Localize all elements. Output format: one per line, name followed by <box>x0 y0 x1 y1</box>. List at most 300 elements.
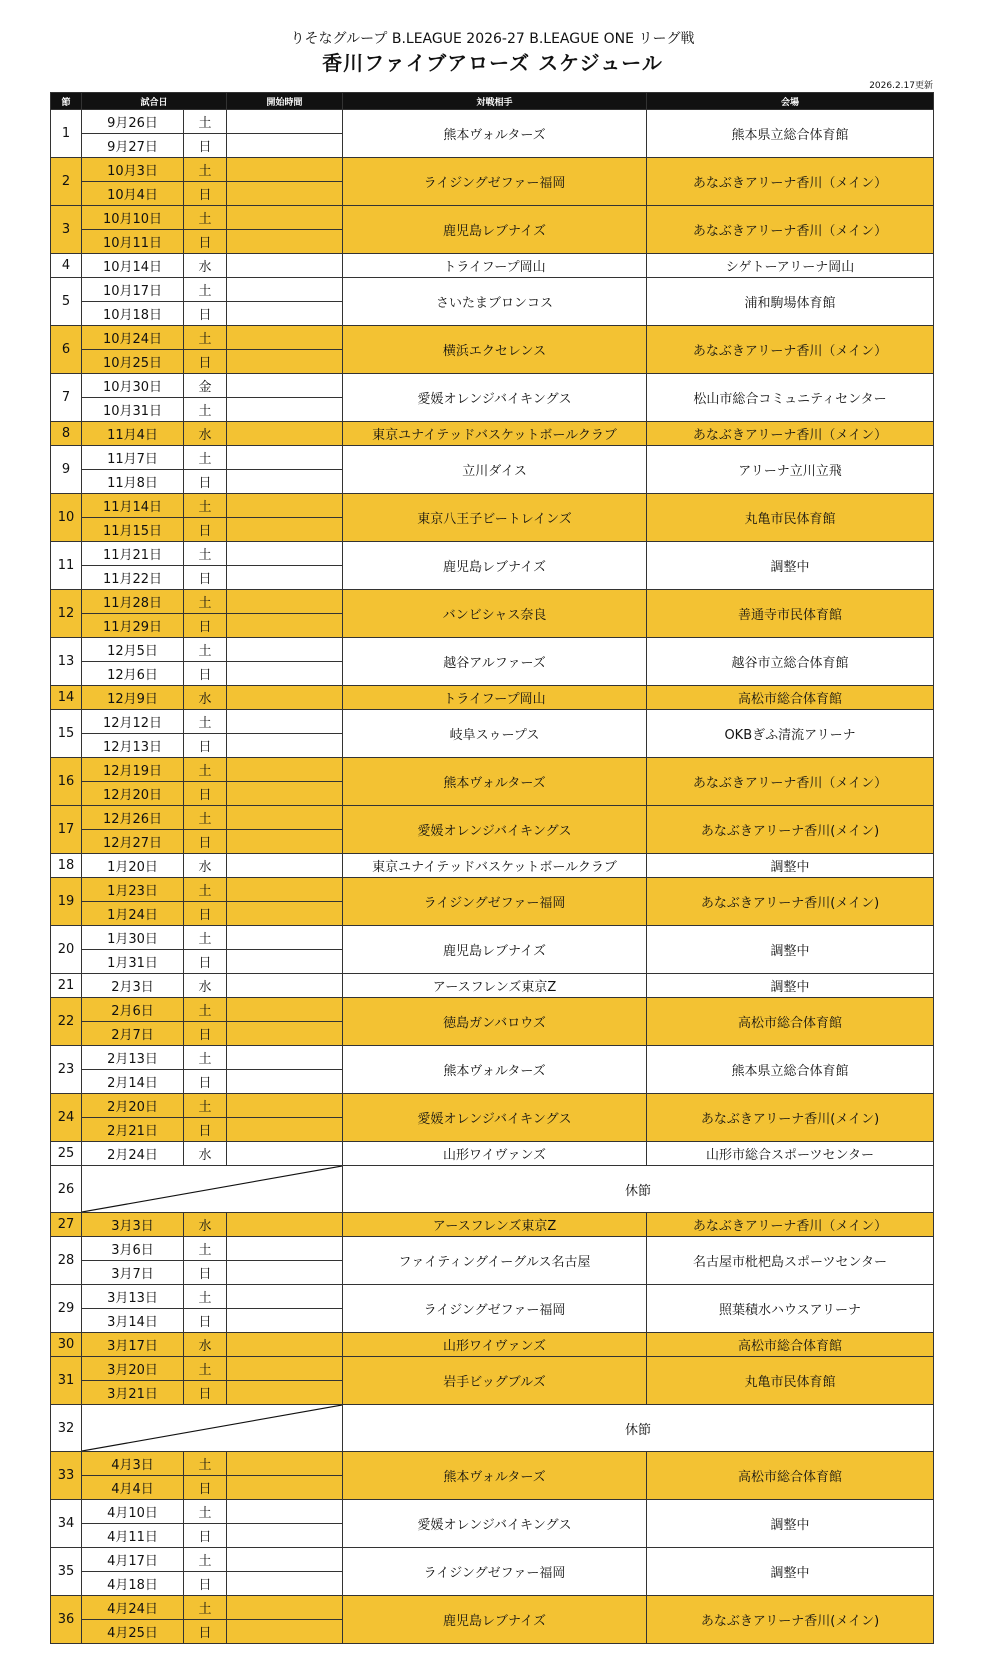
opponent-name: ライジングゼファー福岡 <box>343 878 647 926</box>
game-start-time <box>227 974 343 998</box>
game-weekday: 土 <box>184 710 227 734</box>
opponent-name: 立川ダイス <box>343 446 647 494</box>
round-number: 4 <box>51 254 82 278</box>
round-number: 34 <box>51 1500 82 1548</box>
game-date: 10月18日 <box>82 302 184 326</box>
game-start-time <box>227 1022 343 1046</box>
round-number: 22 <box>51 998 82 1046</box>
game-start-time <box>227 638 343 662</box>
opponent-name: 愛媛オレンジバイキングス <box>343 1500 647 1548</box>
venue-name: あなぶきアリーナ香川（メイン） <box>647 158 934 206</box>
game-weekday: 土 <box>184 1357 227 1381</box>
round-number: 14 <box>51 686 82 710</box>
round-number: 33 <box>51 1452 82 1500</box>
header-time: 開始時間 <box>227 93 343 110</box>
game-weekday: 土 <box>184 326 227 350</box>
schedule-table <box>50 92 934 1644</box>
game-start-time <box>227 542 343 566</box>
game-weekday: 日 <box>184 1309 227 1333</box>
round-number: 8 <box>51 422 82 446</box>
game-date: 4月25日 <box>82 1620 184 1644</box>
table-row <box>51 1357 934 1381</box>
game-weekday: 水 <box>184 974 227 998</box>
game-weekday: 日 <box>184 350 227 374</box>
game-weekday: 水 <box>184 1333 227 1357</box>
venue-name: あなぶきアリーナ香川（メイン） <box>647 422 934 446</box>
venue-name: 丸亀市民体育館 <box>647 494 934 542</box>
game-date: 1月20日 <box>82 854 184 878</box>
game-date: 12月20日 <box>82 782 184 806</box>
venue-name: あなぶきアリーナ香川(メイン) <box>647 878 934 926</box>
opponent-name: トライフープ岡山 <box>343 254 647 278</box>
game-start-time <box>227 350 343 374</box>
table-row <box>51 206 934 230</box>
bye-row <box>51 1405 934 1452</box>
game-start-time <box>227 134 343 158</box>
game-weekday: 水 <box>184 854 227 878</box>
game-date: 3月14日 <box>82 1309 184 1333</box>
venue-name: 浦和駒場体育館 <box>647 278 934 326</box>
venue-name: あなぶきアリーナ香川（メイン） <box>647 1213 934 1237</box>
venue-name: あなぶきアリーナ香川（メイン） <box>647 326 934 374</box>
game-start-time <box>227 878 343 902</box>
game-date: 4月17日 <box>82 1548 184 1572</box>
opponent-name: 東京ユナイテッドバスケットボールクラブ <box>343 422 647 446</box>
game-date: 3月6日 <box>82 1237 184 1261</box>
venue-name: OKBぎふ清流アリーナ <box>647 710 934 758</box>
venue-name: 高松市総合体育館 <box>647 1333 934 1357</box>
game-weekday: 土 <box>184 158 227 182</box>
game-start-time <box>227 494 343 518</box>
game-start-time <box>227 758 343 782</box>
table-row <box>51 926 934 950</box>
table-row <box>51 1094 934 1118</box>
opponent-name: トライフープ岡山 <box>343 686 647 710</box>
venue-name: 熊本県立総合体育館 <box>647 110 934 158</box>
table-row <box>51 1452 934 1476</box>
game-date: 4月11日 <box>82 1524 184 1548</box>
game-weekday: 水 <box>184 1213 227 1237</box>
game-start-time <box>227 182 343 206</box>
opponent-name: ファイティングイーグルス名古屋 <box>343 1237 647 1285</box>
venue-name: 高松市総合体育館 <box>647 1452 934 1500</box>
game-start-time <box>227 326 343 350</box>
round-number: 21 <box>51 974 82 998</box>
opponent-name: 東京ユナイテッドバスケットボールクラブ <box>343 854 647 878</box>
game-weekday: 日 <box>184 1620 227 1644</box>
opponent-name: 山形ワイヴァンズ <box>343 1333 647 1357</box>
round-number: 10 <box>51 494 82 542</box>
venue-name: アリーナ立川立飛 <box>647 446 934 494</box>
game-date: 12月6日 <box>82 662 184 686</box>
game-weekday: 水 <box>184 422 227 446</box>
game-start-time <box>227 518 343 542</box>
game-date: 2月24日 <box>82 1142 184 1166</box>
round-number: 28 <box>51 1237 82 1285</box>
game-start-time <box>227 734 343 758</box>
table-row <box>51 1548 934 1572</box>
game-date: 10月14日 <box>82 254 184 278</box>
game-date: 10月4日 <box>82 182 184 206</box>
venue-name: あなぶきアリーナ香川（メイン） <box>647 206 934 254</box>
game-date: 12月9日 <box>82 686 184 710</box>
game-start-time <box>227 1309 343 1333</box>
opponent-name: 鹿児島レブナイズ <box>343 206 647 254</box>
game-date: 10月31日 <box>82 398 184 422</box>
game-start-time <box>227 110 343 134</box>
game-start-time <box>227 278 343 302</box>
header-venue: 会場 <box>647 93 934 110</box>
round-number: 25 <box>51 1142 82 1166</box>
opponent-name: 鹿児島レブナイズ <box>343 542 647 590</box>
game-start-time <box>227 998 343 1022</box>
schedule-body <box>51 110 934 1644</box>
game-start-time <box>227 1237 343 1261</box>
game-start-time <box>227 782 343 806</box>
bye-slash <box>82 1405 343 1452</box>
table-row <box>51 326 934 350</box>
game-weekday: 土 <box>184 398 227 422</box>
game-weekday: 土 <box>184 998 227 1022</box>
game-weekday: 日 <box>184 1118 227 1142</box>
venue-name: 調整中 <box>647 542 934 590</box>
game-start-time <box>227 1142 343 1166</box>
game-date: 3月3日 <box>82 1213 184 1237</box>
opponent-name: ライジングゼファー福岡 <box>343 158 647 206</box>
game-start-time <box>227 686 343 710</box>
venue-name: あなぶきアリーナ香川(メイン) <box>647 806 934 854</box>
table-row <box>51 1500 934 1524</box>
game-date: 10月30日 <box>82 374 184 398</box>
diagonal-line <box>82 1166 342 1212</box>
game-weekday: 土 <box>184 542 227 566</box>
game-date: 10月3日 <box>82 158 184 182</box>
game-start-time <box>227 1500 343 1524</box>
table-row <box>51 686 934 710</box>
header-date: 試合日 <box>82 93 227 110</box>
game-date: 3月7日 <box>82 1261 184 1285</box>
page-title: 香川ファイブアローズ スケジュール <box>322 51 663 75</box>
game-weekday: 水 <box>184 1142 227 1166</box>
game-weekday: 日 <box>184 1524 227 1548</box>
game-date: 11月22日 <box>82 566 184 590</box>
round-number: 19 <box>51 878 82 926</box>
game-weekday: 日 <box>184 1070 227 1094</box>
venue-name: あなぶきアリーナ香川(メイン) <box>647 1596 934 1644</box>
game-date: 11月14日 <box>82 494 184 518</box>
game-start-time <box>227 254 343 278</box>
game-weekday: 日 <box>184 614 227 638</box>
game-start-time <box>227 158 343 182</box>
game-weekday: 日 <box>184 902 227 926</box>
game-weekday: 日 <box>184 566 227 590</box>
round-number: 30 <box>51 1333 82 1357</box>
game-weekday: 日 <box>184 950 227 974</box>
round-number: 31 <box>51 1357 82 1405</box>
game-weekday: 土 <box>184 1500 227 1524</box>
table-row <box>51 1142 934 1166</box>
table-row <box>51 278 934 302</box>
round-number: 23 <box>51 1046 82 1094</box>
opponent-name: ライジングゼファー福岡 <box>343 1548 647 1596</box>
game-date: 11月4日 <box>82 422 184 446</box>
venue-name: 善通寺市民体育館 <box>647 590 934 638</box>
game-weekday: 土 <box>184 494 227 518</box>
game-start-time <box>227 806 343 830</box>
opponent-name: 岩手ビッグブルズ <box>343 1357 647 1405</box>
game-date: 12月5日 <box>82 638 184 662</box>
opponent-name: さいたまブロンコス <box>343 278 647 326</box>
opponent-name: 熊本ヴォルターズ <box>343 110 647 158</box>
game-weekday: 土 <box>184 878 227 902</box>
opponent-name: 横浜エクセレンス <box>343 326 647 374</box>
game-date: 4月18日 <box>82 1572 184 1596</box>
game-weekday: 土 <box>184 1452 227 1476</box>
game-start-time <box>227 1333 343 1357</box>
venue-name: 高松市総合体育館 <box>647 686 934 710</box>
game-date: 3月13日 <box>82 1285 184 1309</box>
venue-name: 調整中 <box>647 974 934 998</box>
round-number: 27 <box>51 1213 82 1237</box>
game-weekday: 水 <box>184 686 227 710</box>
game-date: 3月17日 <box>82 1333 184 1357</box>
opponent-name: 熊本ヴォルターズ <box>343 1046 647 1094</box>
game-start-time <box>227 446 343 470</box>
bye-label: 休節 <box>343 1405 934 1452</box>
game-start-time <box>227 1620 343 1644</box>
game-date: 12月13日 <box>82 734 184 758</box>
game-weekday: 土 <box>184 1596 227 1620</box>
game-date: 11月15日 <box>82 518 184 542</box>
game-date: 12月12日 <box>82 710 184 734</box>
game-date: 3月20日 <box>82 1357 184 1381</box>
opponent-name: ライジングゼファー福岡 <box>343 1285 647 1333</box>
game-start-time <box>227 302 343 326</box>
game-start-time <box>227 662 343 686</box>
table-row <box>51 110 934 134</box>
game-weekday: 土 <box>184 590 227 614</box>
opponent-name: 愛媛オレンジバイキングス <box>343 806 647 854</box>
game-start-time <box>227 854 343 878</box>
game-date: 10月25日 <box>82 350 184 374</box>
game-start-time <box>227 1476 343 1500</box>
bye-label: 休節 <box>343 1166 934 1213</box>
opponent-name: アースフレンズ東京Z <box>343 1213 647 1237</box>
round-number: 12 <box>51 590 82 638</box>
game-date: 10月10日 <box>82 206 184 230</box>
game-date: 2月7日 <box>82 1022 184 1046</box>
game-weekday: 土 <box>184 806 227 830</box>
game-date: 2月21日 <box>82 1118 184 1142</box>
game-weekday: 日 <box>184 1261 227 1285</box>
round-number: 1 <box>51 110 82 158</box>
game-date: 3月21日 <box>82 1381 184 1405</box>
bye-slash <box>82 1166 343 1213</box>
table-row <box>51 1046 934 1070</box>
game-start-time <box>227 1094 343 1118</box>
table-row <box>51 710 934 734</box>
game-start-time <box>227 1070 343 1094</box>
game-weekday: 日 <box>184 734 227 758</box>
opponent-name: 鹿児島レブナイズ <box>343 926 647 974</box>
game-date: 10月24日 <box>82 326 184 350</box>
game-date: 9月27日 <box>82 134 184 158</box>
game-start-time <box>227 230 343 254</box>
header-round: 節 <box>51 93 82 110</box>
game-start-time <box>227 422 343 446</box>
game-date: 2月13日 <box>82 1046 184 1070</box>
game-date: 1月24日 <box>82 902 184 926</box>
game-start-time <box>227 1118 343 1142</box>
game-date: 4月3日 <box>82 1452 184 1476</box>
table-row <box>51 998 934 1022</box>
round-number: 26 <box>51 1166 82 1213</box>
game-date: 10月11日 <box>82 230 184 254</box>
game-date: 11月28日 <box>82 590 184 614</box>
table-header-row <box>51 93 934 110</box>
round-number: 32 <box>51 1405 82 1452</box>
table-row <box>51 854 934 878</box>
table-row <box>51 974 934 998</box>
game-weekday: 土 <box>184 1094 227 1118</box>
header-opponent: 対戦相手 <box>343 93 647 110</box>
table-row <box>51 1237 934 1261</box>
game-weekday: 日 <box>184 230 227 254</box>
opponent-name: 愛媛オレンジバイキングス <box>343 374 647 422</box>
game-date: 4月10日 <box>82 1500 184 1524</box>
venue-name: 調整中 <box>647 854 934 878</box>
game-start-time <box>227 1046 343 1070</box>
round-number: 11 <box>51 542 82 590</box>
game-date: 12月26日 <box>82 806 184 830</box>
game-weekday: 日 <box>184 518 227 542</box>
round-number: 16 <box>51 758 82 806</box>
opponent-name: 愛媛オレンジバイキングス <box>343 1094 647 1142</box>
game-start-time <box>227 926 343 950</box>
game-weekday: 水 <box>184 254 227 278</box>
venue-name: 高松市総合体育館 <box>647 998 934 1046</box>
game-date: 2月3日 <box>82 974 184 998</box>
game-weekday: 土 <box>184 446 227 470</box>
venue-name: あなぶきアリーナ香川（メイン） <box>647 758 934 806</box>
venue-name: 熊本県立総合体育館 <box>647 1046 934 1094</box>
venue-name: 調整中 <box>647 1500 934 1548</box>
game-start-time <box>227 1261 343 1285</box>
game-date: 4月4日 <box>82 1476 184 1500</box>
game-date: 10月17日 <box>82 278 184 302</box>
table-row <box>51 542 934 566</box>
table-row <box>51 590 934 614</box>
game-weekday: 土 <box>184 1237 227 1261</box>
diagonal-line <box>82 1405 342 1451</box>
round-number: 20 <box>51 926 82 974</box>
round-number: 9 <box>51 446 82 494</box>
opponent-name: 東京八王子ビートレインズ <box>343 494 647 542</box>
table-row <box>51 1333 934 1357</box>
game-date: 11月7日 <box>82 446 184 470</box>
game-start-time <box>227 1285 343 1309</box>
table-row <box>51 1285 934 1309</box>
opponent-name: 徳島ガンバロウズ <box>343 998 647 1046</box>
game-date: 1月23日 <box>82 878 184 902</box>
game-start-time <box>227 566 343 590</box>
page-subtitle: りそなグループ B.LEAGUE 2026-27 B.LEAGUE ONE リーグ戦 <box>290 31 695 47</box>
round-number: 36 <box>51 1596 82 1644</box>
venue-name: 山形市総合スポーツセンター <box>647 1142 934 1166</box>
venue-name: シゲトーアリーナ岡山 <box>647 254 934 278</box>
game-start-time <box>227 590 343 614</box>
game-weekday: 日 <box>184 1572 227 1596</box>
game-start-time <box>227 1548 343 1572</box>
table-row <box>51 638 934 662</box>
game-weekday: 土 <box>184 1285 227 1309</box>
table-row <box>51 758 934 782</box>
round-number: 3 <box>51 206 82 254</box>
game-start-time <box>227 206 343 230</box>
game-weekday: 日 <box>184 782 227 806</box>
opponent-name: バンビシャス奈良 <box>343 590 647 638</box>
game-weekday: 土 <box>184 278 227 302</box>
game-start-time <box>227 1452 343 1476</box>
game-date: 2月6日 <box>82 998 184 1022</box>
round-number: 5 <box>51 278 82 326</box>
round-number: 35 <box>51 1548 82 1596</box>
venue-name: 調整中 <box>647 926 934 974</box>
round-number: 24 <box>51 1094 82 1142</box>
venue-name: 調整中 <box>647 1548 934 1596</box>
table-row <box>51 374 934 398</box>
game-weekday: 日 <box>184 1022 227 1046</box>
game-start-time <box>227 830 343 854</box>
game-date: 1月30日 <box>82 926 184 950</box>
game-date: 12月27日 <box>82 830 184 854</box>
game-date: 9月26日 <box>82 110 184 134</box>
opponent-name: 熊本ヴォルターズ <box>343 758 647 806</box>
venue-name: 越谷市立総合体育館 <box>647 638 934 686</box>
opponent-name: 越谷アルファーズ <box>343 638 647 686</box>
round-number: 7 <box>51 374 82 422</box>
game-weekday: 日 <box>184 182 227 206</box>
round-number: 17 <box>51 806 82 854</box>
venue-name: あなぶきアリーナ香川(メイン) <box>647 1094 934 1142</box>
game-start-time <box>227 614 343 638</box>
game-start-time <box>227 1596 343 1620</box>
table-row <box>51 158 934 182</box>
table-row <box>51 806 934 830</box>
game-start-time <box>227 374 343 398</box>
bye-row <box>51 1166 934 1213</box>
opponent-name: 熊本ヴォルターズ <box>343 1452 647 1500</box>
opponent-name: 岐阜スゥープス <box>343 710 647 758</box>
table-row <box>51 254 934 278</box>
game-weekday: 土 <box>184 638 227 662</box>
updated-date: 2026.2.17更新 <box>869 81 933 91</box>
game-start-time <box>227 1381 343 1405</box>
opponent-name: 鹿児島レブナイズ <box>343 1596 647 1644</box>
venue-name: 丸亀市民体育館 <box>647 1357 934 1405</box>
game-start-time <box>227 902 343 926</box>
venue-name: 松山市総合コミュニティセンター <box>647 374 934 422</box>
game-start-time <box>227 470 343 494</box>
round-number: 6 <box>51 326 82 374</box>
venue-name: 照葉積水ハウスアリーナ <box>647 1285 934 1333</box>
game-weekday: 日 <box>184 1381 227 1405</box>
opponent-name: アースフレンズ東京Z <box>343 974 647 998</box>
game-weekday: 日 <box>184 830 227 854</box>
game-start-time <box>227 1572 343 1596</box>
game-date: 1月31日 <box>82 950 184 974</box>
table-row <box>51 494 934 518</box>
